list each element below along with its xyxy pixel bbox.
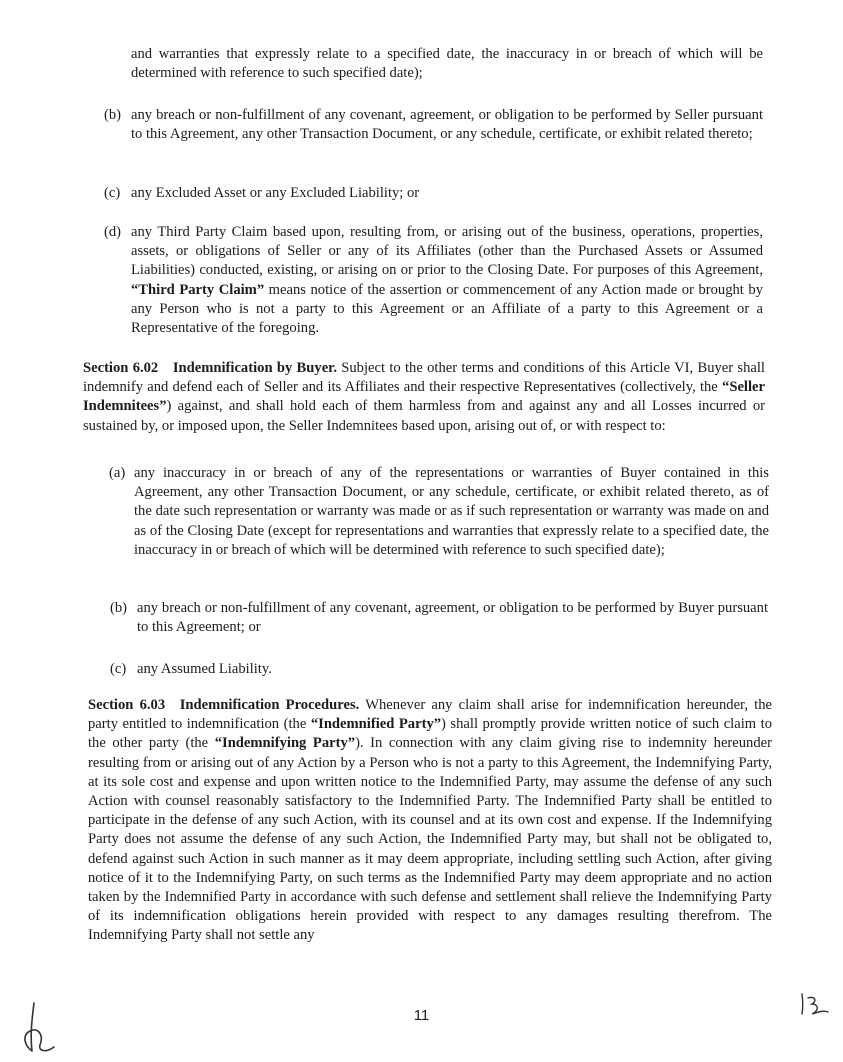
section-602-text-after: ) against, and shall hold each of them harmless from and against any and all Losses incurred or sustained by, or imposed upon, the Seller Indemnitees based upon, arising out of, or with respect to: <box>83 398 765 434</box>
item-label: (d) <box>104 224 122 240</box>
section-602-item-b <box>110 599 768 637</box>
item-text-after: means notice of the assertion or commencement of any Action made or brought by any Person who is not a party to this Agreement or an Affiliate of a party to this Agreement or a Representative of the foregoing. <box>131 281 763 337</box>
item-label: (c) <box>110 661 127 677</box>
item-label: (a) <box>109 465 126 481</box>
section-602-paragraph <box>83 359 765 436</box>
section-602-heading: Section 6.02 Indemnification by Buyer. <box>83 360 337 376</box>
section-602-text-before: Subject to the other terms and conditions of this Article VI, Buyer shall indemnify and defend each of Seller and its Affiliates and their respective Representatives (collectively, the <box>83 360 765 396</box>
section-602-item-c <box>110 660 768 679</box>
item-text: any inaccuracy in or breach of any of the representations or warranties of Buyer contained in this Agreement, any other Transaction Document, or any schedule, certificate, or exhibit related thereto, as of the date such representation or warranty was made or as if such representation or warranty was made on and as of the Closing Date (except for representations and warranties that expressly relate to a specified date, the inaccuracy in or breach of which will be determined with reference to such specified date); <box>134 465 769 558</box>
item-text: any Excluded Asset or any Excluded Liability; or <box>131 185 420 201</box>
section-602-item-a <box>109 464 769 560</box>
item-text <box>131 223 763 338</box>
item-text-before: any Third Party Claim based upon, resulting from, or arising out of the business, operations, properties, assets, or obligations of Seller or any of its Affiliates (other than the Purchased Assets or Assumed Liabilities) conducted, existing, or arising on or prior to the Closing Date. For purposes of this Agreement, <box>131 224 763 279</box>
section-603-text-2: ) shall promptly provide written notice of such claim to the other party (the <box>88 716 772 752</box>
section-603-heading: Section 6.03 Indemnification Procedures. <box>88 697 360 713</box>
continuation-paragraph: and warranties that expressly relate to a specified date, the inaccuracy in or breach of which will be determined with reference to such specified date); <box>131 46 763 82</box>
section-603-text-3: ). In connection with any claim giving rise to indemnity hereunder resulting from or arising out of any Action by a Person who is not a party to this Agreement, the Indemnifying Party, at its sole cost and expense and upon written notice to the Indemnified Party, may assume the defense of any such Action with counsel reasonably satisfactory to the Indemnified Party. The Indemnified Party shall be entitled to participate in the defense of any such Action, with its counsel and at its own cost and expense. If the Indemnifying Party does not assume the defense of any such Action, the Indemnified Party may, but shall not be obligated to, defend against such Action in such manner as it may deem appropriate, including settling such Action, after giving notice of it to the Indemnifying Party, on such terms as the Indemnified Party may deem appropriate and no action taken by the Indemnified Party in accordance with such defense and settlement shall relieve the Indemnifying Party of its indemnification obligations herein provided with respect to any damages resulting therefrom. The Indemnifying Party shall not settle any <box>88 735 772 944</box>
section-601-item-c <box>104 184 763 203</box>
section-601-item-d <box>104 223 763 338</box>
item-text: any breach or non-fulfillment of any covenant, agreement, or obligation to be performed by Buyer pursuant to this Agreement; or <box>137 600 768 636</box>
item-text: any Assumed Liability. <box>137 661 272 677</box>
handwritten-initials-right <box>798 990 832 1018</box>
defined-term-indemnified-party: “Indemnified Party” <box>310 716 442 733</box>
defined-term-indemnifying-party: “Indemnifying Party” <box>214 735 356 752</box>
item-label: (b) <box>104 107 122 123</box>
item-label: (b) <box>110 600 128 616</box>
defined-term-seller-indemnitees: “Seller Indemnitees” <box>83 379 765 415</box>
section-603-paragraph <box>88 696 772 946</box>
defined-term-third-party-claim: “Third Party Claim” <box>131 281 265 298</box>
page-number: 11 <box>413 1007 430 1024</box>
item-text: any breach or non-fulfillment of any covenant, agreement, or obligation to be performed by Seller pursuant to this Agreement, any other Transaction Document, or any schedule, certificate, or exhibit related thereto; <box>131 107 763 143</box>
item-label: (c) <box>104 185 121 201</box>
section-603-text-1: Whenever any claim shall arise for indemnification hereunder, the party entitled to indemnification (the <box>88 697 772 733</box>
section-601-item-b <box>104 106 763 144</box>
